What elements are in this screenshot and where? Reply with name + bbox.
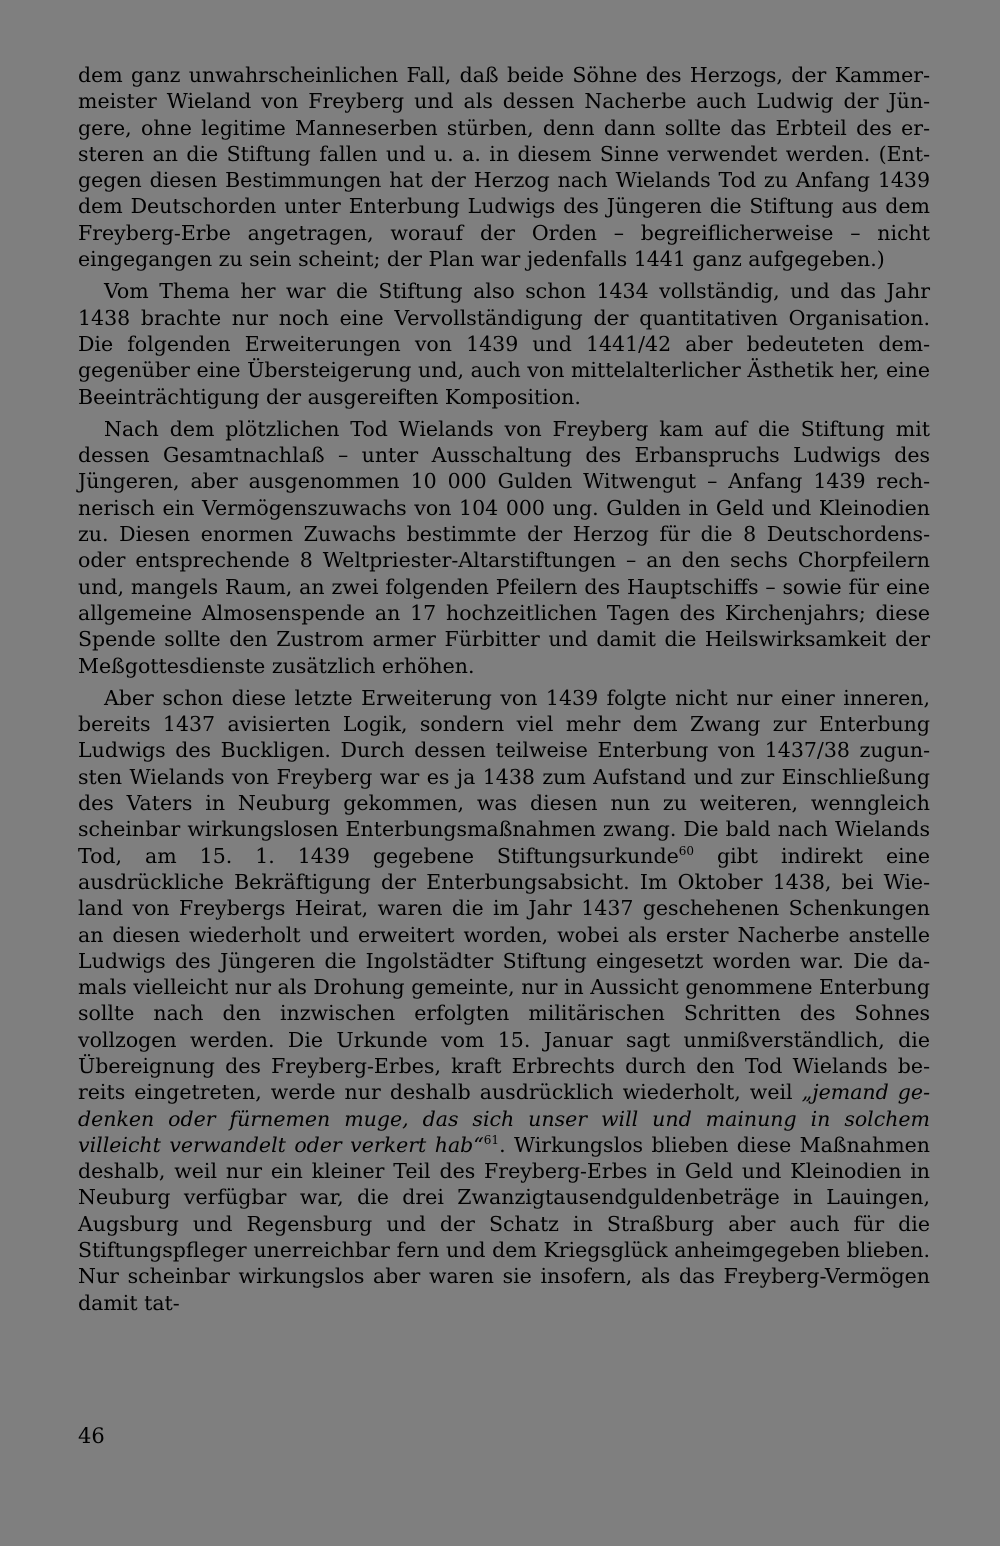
text-run: . Wirkungslos blieben diese Maßnahmen deshalb, weil nur ein kleiner Teil des Freyberg-Erbes in Geld und Kleinodien in Neuburg verfügbar war, die drei Zwanzigtausendguldenbeträge in Lauingen, Augsburg und Regensburg und der Schatz in Straßburg aber auch für die Stiftungspfleger unerreichbar fern und dem Kriegsglück anheimgegeben blieben. Nur scheinbar wirkungslos aber waren sie insofern, als das Freyberg-Vermögen damit tat- <box>78 1132 930 1315</box>
footnote-ref: 60 <box>678 843 694 858</box>
text-run: Nach dem plötzlichen Tod Wielands von Freyberg kam auf die Stiftung mit dessen Gesamtnachlaß – unter Ausschaltung des Erbanspruchs Ludwigs des Jüngeren, aber ausgenommen 10 000 Gulden Witwengut – Anfang 1439 rechnerisch ein Vermögenszuwachs von 104 000 ung. Gulden in Geld und Kleinodien zu. Diesen enormen Zuwachs bestimmte der Herzog für die 8 Deutschordens- oder entsprechende 8 Weltpriester-Altarstiftungen – an den sechs Chorpfeilern und, mangels Raum, an zwei folgenden Pfeilern des Hauptschiffs – sowie für eine allgemeine Almosenspende an 17 hochzeitlichen Tagen des Kirchenjahrs; diese Spende sollte den Zustrom armer Fürbitter und damit die Heilswirksamkeit der Meßgottesdienste zusätzlich erhöhen. <box>78 416 930 678</box>
text-run: gibt indirekt eine ausdrückliche Bekräftigung der Enterbungsabsicht. Im Oktober 1438, bei Wieland von Freybergs Heirat, waren die im Jahr 1437 geschehenen Schenkungen an diesen wiederholt und erweitert worden, wobei als erster Nacherbe anstelle Ludwigs des Jüngeren die Ingolstädter Stiftung eingesetzt worden war. Die damals vielleicht nur als Drohung gemeinte, nur in Aussicht genommene Enterbung sollte nach den inzwischen erfolgten militärischen Schritten des Sohnes vollzogen werden. Die Urkunde vom 15. Januar sagt unmißverständlich, die Übereignung des Freyberg-Erbes, kraft Erbrechts durch den Tod Wielands bereits eingetreten, werde nur deshalb ausdrücklich wiederholt, weil <box>78 843 930 1105</box>
quotation: „jemand gedenken oder fürnemen muge, das sich unser will und mainung in solchem villeicht verwandelt oder verkert hab“ <box>78 1080 930 1157</box>
text-run: Aber schon diese letzte Erweiterung von 1439 folgte nicht nur einer inneren, bereits 1437 avisierten Logik, sondern viel mehr dem Zwang zur Enterbung Ludwigs des Buckligen. Durch dessen teilweise Enterbung von 1437/38 zugunsten Wielands von Freyberg war es ja 1438 zum Aufstand und zur Einschließung des Vaters in Neuburg gekommen, was diesen nun zu weiteren, wenngleich scheinbar wirkungslosen Enterbungsmaßnahmen zwang. Die bald nach Wielands Tod, am 15. 1. 1439 gegebene Stiftungsurkunde <box>78 685 930 868</box>
page-number: 46 <box>78 1424 105 1448</box>
text-run: Vom Thema her war die Stiftung also schon 1434 vollständig, und das Jahr 1438 brachte nur noch eine Vervollständigung der quantitativen Organisation. Die folgenden Erweiterungen von 1439 und 1441/42 aber bedeuteten demgegenüber eine Übersteigerung und, auch von mittelalterlicher Ästhetik her, eine Beeinträchtigung der ausgereiften Komposition. <box>78 279 930 409</box>
paragraph <box>78 416 930 679</box>
footnote-ref: 61 <box>483 1132 500 1147</box>
paragraph <box>78 685 930 1316</box>
paragraph <box>78 62 930 272</box>
text-run: dem ganz unwahrscheinlichen Fall, daß beide Söhne des Herzogs, der Kammermeister Wieland von Freyberg und als dessen Nacherbe auch Ludwig der Jüngere, ohne legitime Manneserben stürben, denn dann sollte das Erbteil des ersteren an die Stiftung fallen und u. a. in diesem Sinne verwendet werden. (Entgegen diesen Bestimmungen hat der Herzog nach Wielands Tod zu Anfang 1439 dem Deutschorden unter Enterbung Ludwigs des Jüngeren die Stiftung aus dem Freyberg-Erbe angetragen, worauf der Orden – begreiflicherweise – nicht eingegangen zu sein scheint; der Plan war jedenfalls 1441 ganz aufgegeben.) <box>78 63 930 272</box>
paragraph <box>78 278 930 409</box>
page-body <box>78 62 930 1316</box>
